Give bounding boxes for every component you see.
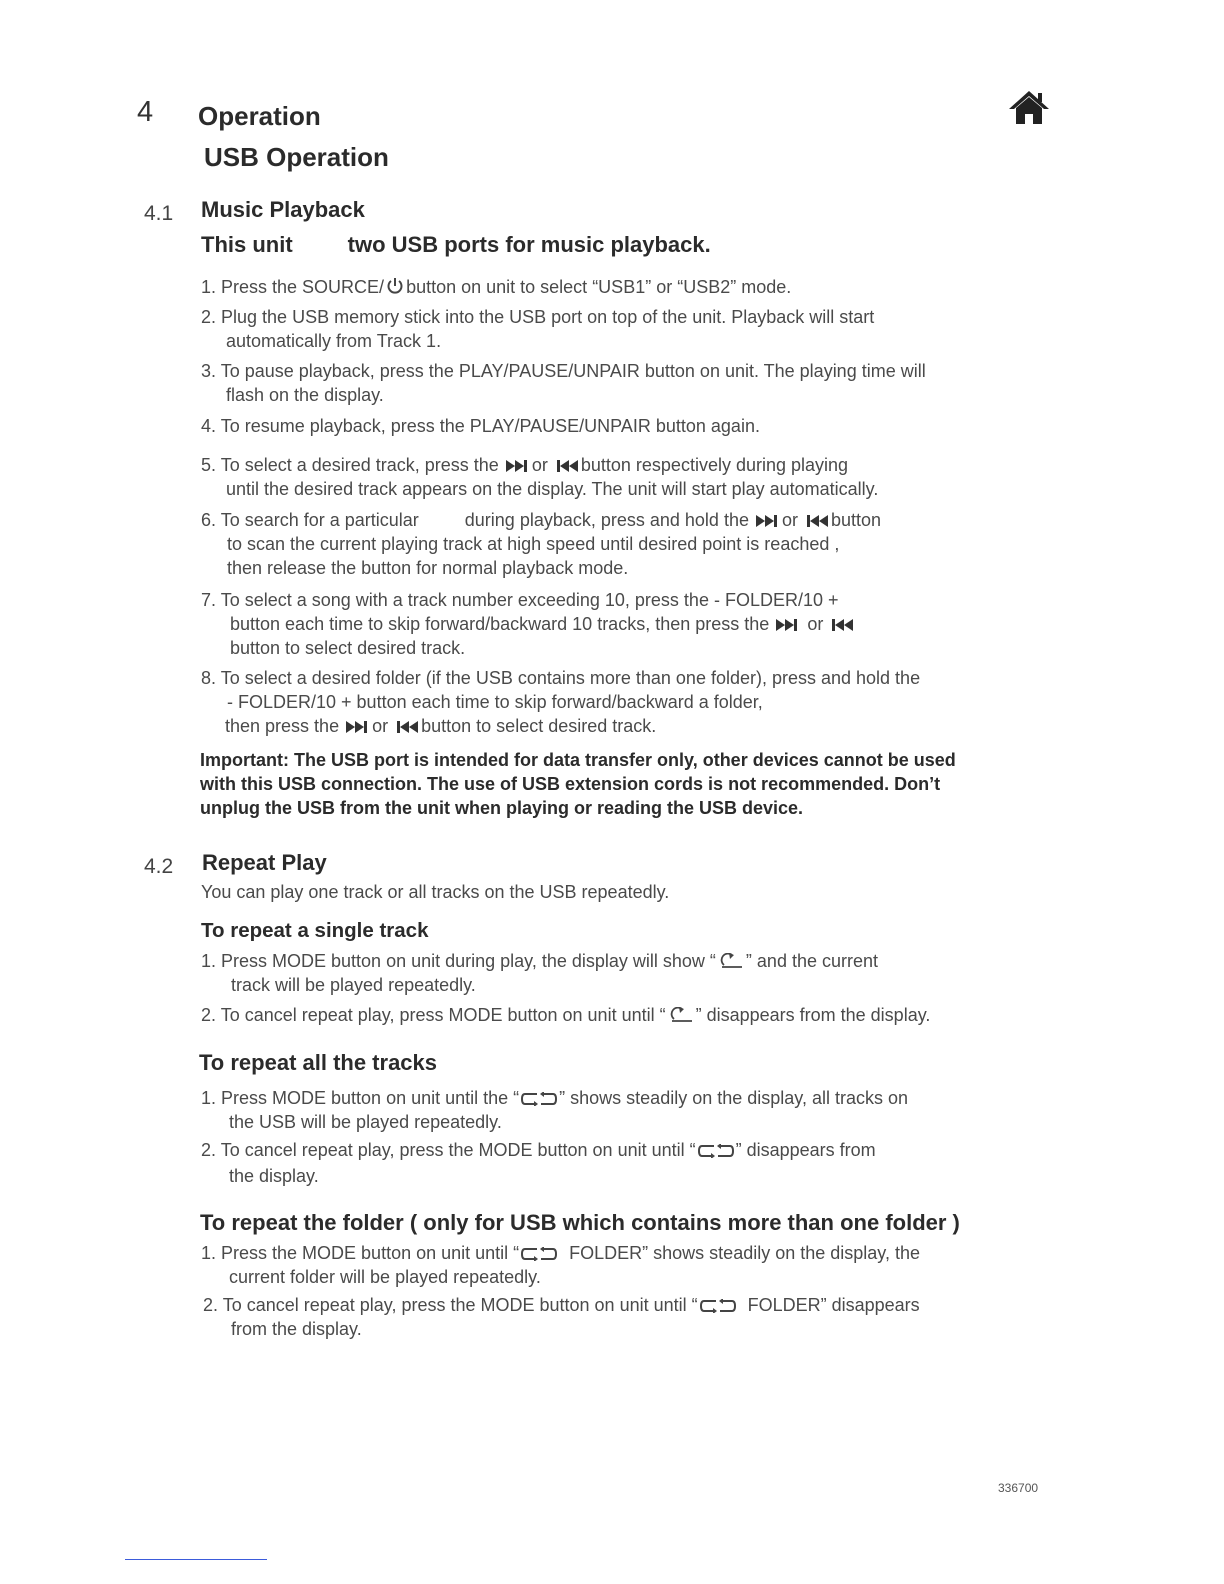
next-icon xyxy=(776,618,800,632)
item-text: button respectively during playing xyxy=(580,455,849,475)
item-text: or xyxy=(781,510,798,530)
item-text: ” shows steadily on the display, all tracks on xyxy=(559,1088,908,1108)
item-text: FOLDER” disappears xyxy=(747,1295,920,1315)
repeat-one-icon xyxy=(718,953,744,969)
list-item-cont xyxy=(230,614,856,635)
prev-icon xyxy=(805,514,829,528)
section-number: 4.2 xyxy=(144,855,174,878)
prev-icon xyxy=(555,459,579,473)
section-intro: You can play one track or all tracks on the USB repeatedly. xyxy=(201,882,670,902)
list-item-cont: button to select desired track. xyxy=(230,638,466,658)
list-item: 7. To select a song with a track number exceeding 10, press the - FOLDER/10 + xyxy=(201,590,839,610)
important-note: with this USB connection. The use of USB extension cords is not recommended. Don’t xyxy=(200,774,941,794)
home-icon[interactable] xyxy=(1007,88,1051,126)
list-item xyxy=(201,455,848,476)
list-item xyxy=(201,1140,876,1161)
list-item-cont: - FOLDER/10 + button each time to skip forward/backward a folder, xyxy=(227,692,763,712)
list-item: 4. To resume playback, press the PLAY/PAUSE/UNPAIR button again. xyxy=(201,416,760,436)
item-text: ” disappears from the display. xyxy=(695,1005,931,1025)
repeat-one-icon xyxy=(668,1007,694,1023)
repeat-all-icon xyxy=(698,1144,734,1158)
repeat-all-icon xyxy=(521,1247,557,1261)
list-item-cont: current folder will be played repeatedly. xyxy=(229,1267,541,1287)
list-item xyxy=(201,277,791,298)
list-item: 2. Plug the USB memory stick into the USB port on top of the unit. Playback will start xyxy=(201,307,875,327)
item-text: 1. Press MODE button on unit until the “ xyxy=(201,1088,520,1108)
chapter-subtitle: USB Operation xyxy=(204,142,389,172)
item-text: button to select desired track. xyxy=(421,716,657,736)
list-item xyxy=(201,510,881,531)
item-text: button xyxy=(831,510,882,530)
subsection-title: To repeat all the tracks xyxy=(199,1050,438,1075)
item-text: 2. To cancel repeat play, press MODE button on unit until “ xyxy=(201,1005,666,1025)
item-text: during playback, press and hold the xyxy=(464,510,749,530)
item-text: 5. To select a desired track, press the xyxy=(201,455,499,475)
list-item: 8. To select a desired folder (if the USB contains more than one folder), press and hold the xyxy=(201,668,921,688)
list-item-cont: until the desired track appears on the display. The unit will start play automatically. xyxy=(226,479,879,499)
next-icon xyxy=(756,514,780,528)
list-item: 3. To pause playback, press the PLAY/PAUSE/UNPAIR button on unit. The playing time will xyxy=(201,361,926,381)
list-item-cont xyxy=(225,716,656,737)
list-item xyxy=(201,1243,920,1264)
item-text: 1. Press MODE button on unit during play, the display will show “ xyxy=(201,951,716,971)
list-item-cont: the display. xyxy=(229,1166,319,1186)
important-note: unplug the USB from the unit when playing or reading the USB device. xyxy=(200,798,804,818)
chapter-title: Operation xyxy=(198,101,321,131)
list-item xyxy=(201,1005,930,1026)
section-number: 4.1 xyxy=(144,202,174,225)
repeat-all-icon xyxy=(521,1092,557,1106)
list-item-cont: from the display. xyxy=(231,1319,362,1339)
section-title: Music Playback xyxy=(201,197,365,222)
list-item-cont: to scan the current playing track at high speed until desired point is reached , xyxy=(227,534,840,554)
item-text: button each time to skip forward/backward 10 tracks, then press the xyxy=(230,614,770,634)
important-note: Important: The USB port is intended for data transfer only, other devices cannot be used xyxy=(200,750,956,770)
item-text: ” and the current xyxy=(745,951,878,971)
list-item xyxy=(201,1088,908,1109)
footer-rule xyxy=(125,1559,267,1560)
item-text: then press the xyxy=(225,716,340,736)
item-text: button on unit to select “USB1” or “USB2” mode. xyxy=(406,277,792,297)
list-item xyxy=(201,951,878,972)
item-text: ” disappears from xyxy=(735,1140,876,1160)
item-text: or xyxy=(807,614,824,634)
chapter-number: 4 xyxy=(137,96,154,128)
subsection-title: To repeat the folder ( only for USB which contains more than one folder ) xyxy=(200,1210,960,1235)
subsection-title: To repeat a single track xyxy=(201,919,429,942)
list-item-cont: flash on the display. xyxy=(226,385,384,405)
next-icon xyxy=(346,720,370,734)
section-lead xyxy=(201,232,711,258)
item-text: 1. Press the SOURCE/ xyxy=(201,277,385,297)
prev-icon xyxy=(830,618,854,632)
list-item-cont: track will be played repeatedly. xyxy=(231,975,476,995)
footer-code: 336700 xyxy=(998,1481,1039,1495)
list-item-cont: the USB will be played repeatedly. xyxy=(229,1112,502,1132)
item-text: FOLDER” shows steadily on the display, the xyxy=(569,1243,920,1263)
item-text: 1. Press the MODE button on unit until “ xyxy=(201,1243,520,1263)
repeat-all-icon xyxy=(700,1299,736,1313)
prev-icon xyxy=(395,720,419,734)
lead-part: two USB ports for music playback. xyxy=(347,232,711,257)
item-text: or xyxy=(531,455,548,475)
list-item xyxy=(203,1295,920,1316)
section-title: Repeat Play xyxy=(202,850,327,875)
list-item-cont: then release the button for normal playback mode. xyxy=(227,558,629,578)
power-icon xyxy=(386,277,404,295)
list-item-cont: automatically from Track 1. xyxy=(226,331,442,351)
item-text: 2. To cancel repeat play, press the MODE button on unit until “ xyxy=(201,1140,696,1160)
item-text: 2. To cancel repeat play, press the MODE button on unit until “ xyxy=(203,1295,698,1315)
lead-part: This unit xyxy=(201,232,293,257)
next-icon xyxy=(506,459,530,473)
item-text: 6. To search for a particular xyxy=(201,510,419,530)
item-text: or xyxy=(372,716,389,736)
